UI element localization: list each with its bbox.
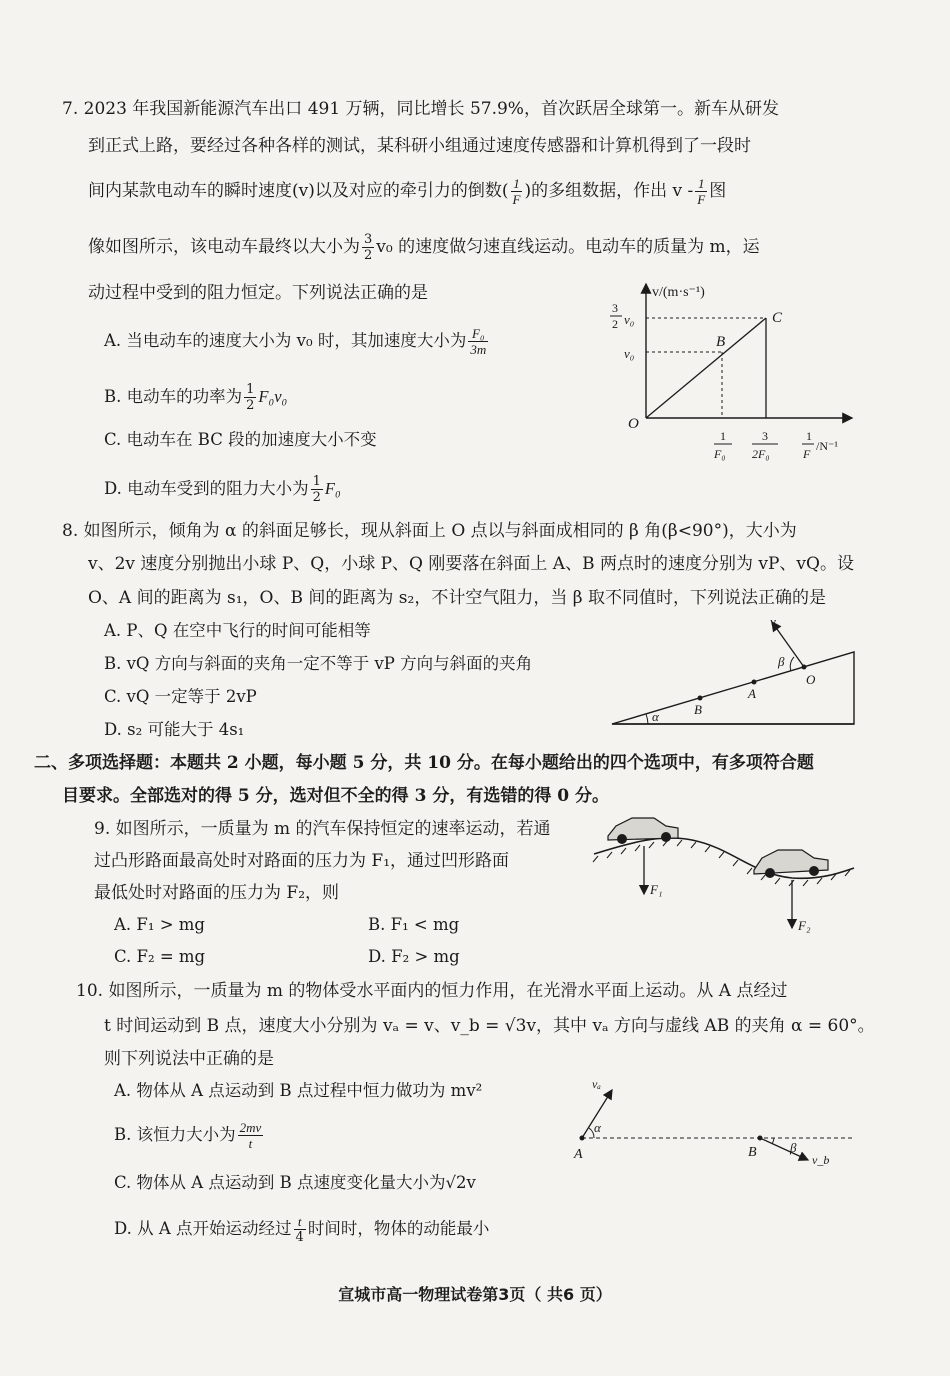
fraction-num: 3 (364, 232, 373, 247)
alpha-arc (646, 714, 648, 724)
q7-option-d (104, 474, 341, 505)
fraction-num: F₀ (468, 326, 488, 342)
beta-label: β (790, 1140, 797, 1155)
q7-option-a-text: A. 当电动车的速度大小为 v₀ 时，其加速度大小为 (104, 331, 467, 350)
car-bottom-icon (754, 850, 828, 878)
q10-velocity-figure (568, 1072, 858, 1168)
q7-line-4-text-a: 像如图所示，该电动车最终以大小为 (88, 237, 360, 257)
x-axis-unit: /N⁻¹ (816, 439, 838, 453)
x-axis-den: F (803, 447, 811, 461)
point-a-label: A (574, 1147, 583, 1162)
q10-option-d-text: D. 从 A 点开始运动经过 (114, 1219, 292, 1238)
x-tick-2-den: 2F₀ (752, 447, 770, 461)
q9-line-2: 过凸形路面最高处时对路面的压力为 F₁，通过凹形路面 (94, 851, 510, 871)
point-b-label: B (694, 702, 702, 717)
fraction-1-over-f (511, 176, 523, 207)
q9-line-3: 最低处时对路面的压力为 F₂，则 (94, 883, 340, 903)
fraction-num: 1 (312, 474, 321, 489)
fraction-den: 3m (470, 342, 487, 357)
alpha-label: α (594, 1120, 601, 1135)
q7-line-5: 动过程中受到的阻力恒定。下列说法正确的是 (88, 283, 428, 303)
q7-option-b (104, 382, 287, 413)
q7-option-d-tail: F₀ (324, 479, 341, 498)
q8-option-c: C. vQ 一定等于 2vP (104, 687, 257, 706)
o-to-c-line (646, 318, 766, 418)
q7-line-3-text-a: 间内某款电动车的瞬时速度(v)以及对应的牵引力的倒数( (88, 181, 509, 201)
q7-option-d-text: D. 电动车受到的阻力大小为 (104, 479, 309, 498)
q8-line-2: v、2v 速度分别抛出小球 P、Q，小球 P、Q 刚要落在斜面上 A、B 两点时的速度分别为 vP、vQ。设 (88, 554, 854, 574)
q7-line-4 (88, 232, 760, 263)
fraction-num: 1 (246, 382, 255, 397)
x-tick-2-num: 3 (762, 429, 768, 443)
y-tick-2-label: 2 (612, 317, 618, 331)
point-b-label: B (748, 1145, 757, 1160)
fraction-f0-over-3m (468, 326, 488, 357)
q8-line-1: 8. 如图所示，倾角为 α 的斜面足够长，现从斜面上 O 点以与斜面成相同的 β 角(β<90°)，大小为 (62, 521, 797, 541)
q7-line-3 (88, 176, 726, 207)
q7-option-c: C. 电动车在 BC 段的加速度大小不变 (104, 430, 377, 449)
fraction-den: F (512, 192, 521, 207)
q10-line-2: t 时间运动到 B 点，速度大小分别为 vₐ = v、v_b = √3v，其中 vₐ 方向与虚线 AB 的夹角 α = 60°。 (104, 1016, 875, 1036)
q10-line-3: 则下列说法中正确的是 (104, 1049, 274, 1069)
fraction-num: 1 (695, 176, 707, 192)
point-c-label: C (772, 310, 783, 326)
q7-velocity-graph (600, 278, 870, 490)
launch-velocity-arrow (772, 622, 804, 667)
x-tick-1-den: F₀ (714, 447, 726, 461)
fraction-num: 2mv (239, 1120, 262, 1135)
q10-option-d-tail: 时间时，物体的动能最小 (307, 1219, 490, 1238)
q7-option-b-text: B. 电动车的功率为 (104, 387, 243, 406)
q7-option-a (104, 326, 490, 357)
q8-option-d: D. s₂ 可能大于 4s₁ (104, 720, 245, 739)
beta-arc (772, 1138, 774, 1144)
q10-option-c: C. 物体从 A 点运动到 B 点速度变化量大小为√2v (114, 1173, 476, 1192)
fraction-1-over-f-2 (695, 176, 707, 207)
point-a (752, 680, 757, 685)
fraction-t-over-4 (294, 1214, 306, 1245)
vb-label: v_b (812, 1153, 830, 1167)
q8-option-a: A. P、Q 在空中飞行的时间可能相等 (104, 621, 371, 640)
fraction-num: 1 (511, 176, 523, 192)
point-b-label: B (716, 334, 726, 350)
q9-option-a: A. F₁ > mg (114, 915, 205, 934)
beta-arc (790, 657, 794, 671)
alpha-label: α (652, 709, 659, 724)
q10-line-1: 10. 如图所示，一质量为 m 的物体受水平面内的恒力作用，在光滑水平面上运动。从 A 点经过 (76, 981, 788, 1001)
beta-label: β (778, 654, 785, 669)
q10-option-d (114, 1214, 489, 1245)
fraction-den: 2 (312, 490, 321, 505)
velocity-label: v (770, 614, 776, 629)
fraction-1-over-2 (244, 382, 256, 413)
point-a-label: A (748, 686, 756, 701)
point-o-label: O (806, 672, 816, 687)
fraction-num: t (294, 1214, 306, 1230)
fraction-2mv-over-t (238, 1120, 264, 1151)
y-tick-3-label: 3 (612, 301, 618, 315)
q7-option-b-tail: F₀v₀ (258, 387, 288, 406)
y-tick-v0: v₀ (624, 346, 635, 361)
q9-option-c: C. F₂ = mg (114, 947, 206, 966)
x-axis-num: 1 (806, 429, 812, 443)
fraction-den: t (248, 1136, 253, 1151)
q9-option-b: B. F₁ < mg (368, 915, 460, 934)
fraction-1-over-2 (311, 474, 323, 505)
section-2-heading-line-2: 目要求。全部选对的得 5 分，选对但不全的得 3 分，有选错的得 0 分。 (62, 786, 609, 806)
q7-line-1: 7. 2023 年我国新能源汽车出口 491 万辆，同比增长 57.9%，首次跃居全球第一。新车从研发 (62, 99, 779, 119)
y-axis-label: v/(m·s⁻¹) (652, 285, 705, 300)
q8-incline-figure (608, 612, 862, 734)
q9-road-figure (592, 812, 858, 938)
q9-line-1: 9. 如图所示，一质量为 m 的汽车保持恒定的速率运动，若通 (94, 819, 551, 839)
fraction-den: 2 (364, 248, 373, 263)
f1-label: F₁ (650, 882, 663, 897)
q9-option-d: D. F₂ > mg (368, 947, 460, 966)
q7-line-2: 到正式上路，要经过各种各样的测试，某科研小组通过速度传感器和计算机得到了一段时 (88, 136, 751, 156)
origin-label: O (628, 416, 639, 432)
q7-line-3-text-c: 图 (709, 181, 727, 201)
q8-line-3: O、A 间的距离为 s₁，O、B 间的距离为 s₂，不计空气阻力，当 β 取不同值时，下列说法正确的是 (88, 588, 826, 608)
fraction-den: F (697, 192, 706, 207)
q8-option-b: B. vQ 方向与斜面的夹角一定不等于 vP 方向与斜面的夹角 (104, 654, 533, 673)
fraction-3-over-2 (362, 232, 374, 263)
q10-option-b (114, 1120, 265, 1151)
y-tick-v0-unit: v₀ (624, 312, 635, 327)
q7-line-4-text-b: v₀ 的速度做匀速直线运动。电动车的质量为 m，运 (376, 237, 760, 257)
x-tick-1-num: 1 (720, 429, 726, 443)
page-footer: 宣城市高一物理试卷第3页（ 共6 页） (338, 1285, 612, 1304)
q10-option-b-text: B. 该恒力大小为 (114, 1125, 236, 1144)
incline (612, 652, 854, 724)
point-b (698, 696, 703, 701)
fraction-den: 4 (295, 1230, 304, 1245)
section-2-heading-line-1: 二、多项选择题：本题共 2 小题，每小题 5 分，共 10 分。在每小题给出的四个选项中，有多项符合题 (34, 753, 814, 773)
q10-option-a: A. 物体从 A 点运动到 B 点过程中恒力做功为 mv² (114, 1081, 483, 1100)
f2-label: F₂ (798, 918, 811, 933)
q7-line-3-text-b: )的多组数据，作出 v - (524, 181, 694, 201)
fraction-den: 2 (246, 398, 255, 413)
vb-arrow (760, 1138, 808, 1160)
va-label: vₐ (592, 1077, 601, 1091)
